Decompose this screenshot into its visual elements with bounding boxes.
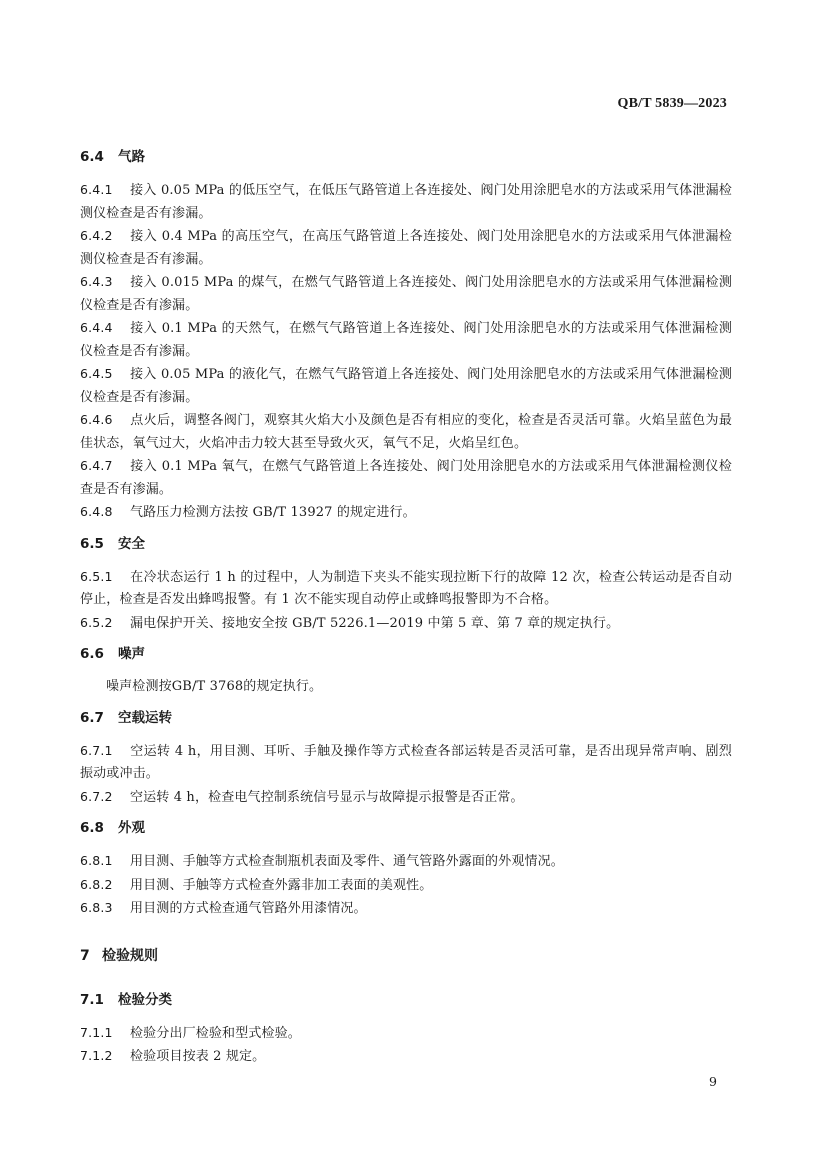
clause-number: 6.7.2 xyxy=(80,788,113,804)
section-number: 6.6 xyxy=(80,646,104,662)
clause-6-4-4 xyxy=(80,317,732,363)
clause-7-1-2 xyxy=(80,1045,732,1069)
clause-number: 6.4.7 xyxy=(80,458,113,473)
clause-6-4-5 xyxy=(80,363,732,409)
section-title: 安全 xyxy=(118,535,145,552)
section-heading xyxy=(80,819,732,837)
clause-number: 6.4.3 xyxy=(80,274,113,289)
clause-text: 用目测、手触等方式检查外露非加工表面的美观性。 xyxy=(130,877,433,893)
clause-text: 接入 0.1 MPa 的天然气，在燃气气路管道上各连接处、阀门处用涂肥皂水的方法或采用气体泄漏检测仪检查是否有渗漏。 xyxy=(80,321,732,359)
clause-6-5-1 xyxy=(80,566,732,612)
section-title: 空载运转 xyxy=(118,709,172,726)
clause-text: 在冷状态运行 1 h 的过程中，人为制造下夹头不能实现拉断下行的故障 12 次，检查公转运动是否自动停止，检查是否发出蜂鸣报警。有 1 次不能实现自动停止或蜂鸣报警即为不合格。 xyxy=(80,569,732,607)
section-heading xyxy=(80,991,732,1009)
clause-number: 6.4.2 xyxy=(80,228,113,243)
standard-code: QB/T 5839—2023 xyxy=(617,96,727,111)
section-6-4 xyxy=(80,148,732,525)
clause-text: 气路压力检测方法按 GB/T 13927 的规定进行。 xyxy=(130,505,416,520)
section-6-5 xyxy=(80,535,732,636)
clause-text: 点火后，调整各阀门，观察其火焰大小及颜色是否有相应的变化，检查是否灵活可靠。火焰呈蓝色为最佳状态，氧气过大，火焰冲击力较大甚至导致火灭，氧气不足，火焰呈红色。 xyxy=(80,413,732,451)
clause-text: 检验项目按表 2 规定。 xyxy=(130,1049,266,1064)
clause-6-7-2 xyxy=(80,786,732,810)
chapter-heading xyxy=(80,947,732,965)
clause-number: 6.8.2 xyxy=(80,876,113,892)
clause-6-4-1 xyxy=(80,179,732,225)
chapter-title: 检验规则 xyxy=(102,947,158,964)
document-body xyxy=(80,148,732,1079)
section-7-1 xyxy=(80,991,732,1069)
clause-number: 6.5.1 xyxy=(80,568,113,584)
section-heading xyxy=(80,645,732,663)
clause-number: 6.4.8 xyxy=(80,504,113,519)
section-number: 6.7 xyxy=(80,709,104,726)
clause-text: 接入 0.05 MPa 的液化气，在燃气气路管道上各连接处、阀门处用涂肥皂水的方法或采用气体泄漏检测仪检查是否有渗漏。 xyxy=(80,367,732,405)
section-heading xyxy=(80,148,732,166)
section-title: 外观 xyxy=(118,820,145,836)
section-number: 7.1 xyxy=(80,991,104,1008)
clause-text: 接入 0.4 MPa 的高压空气，在高压气路管道上各连接处、阀门处用涂肥皂水的方法或采用气体泄漏检测仪检查是否有渗漏。 xyxy=(80,229,732,267)
section-heading xyxy=(80,535,732,553)
section-title: 噪声 xyxy=(118,646,145,662)
clause-text: 用目测、手触等方式检查制瓶机表面及零件、通气管路外露面的外观情况。 xyxy=(130,854,564,869)
clause-6-4-6 xyxy=(80,409,732,455)
section-title: 气路 xyxy=(118,149,145,165)
clause-7-1-1 xyxy=(80,1022,732,1046)
clause-text: 接入 0.015 MPa 的煤气，在燃气气路管道上各连接处、阀门处用涂肥皂水的方法或采用气体泄漏检测仪检查是否有渗漏。 xyxy=(80,275,732,313)
section-number: 6.8 xyxy=(80,820,104,836)
clause-number: 6.4.5 xyxy=(80,366,113,381)
page-number: 9 xyxy=(709,1074,717,1089)
section-6-6 xyxy=(80,645,732,699)
chapter-number: 7 xyxy=(80,947,90,964)
clause-number: 7.1.2 xyxy=(80,1048,113,1063)
clause-6-7-1 xyxy=(80,740,732,786)
clause-text: 漏电保护开关、接地安全按 GB/T 5226.1—2019 中第 5 章、第 7 章的规定执行。 xyxy=(130,615,620,631)
clause-text: 空运转 4 h，检查电气控制系统信号显示与故障提示报警是否正常。 xyxy=(130,789,524,805)
clause-text: 用目测的方式检查通气管路外用漆情况。 xyxy=(130,901,367,916)
clause-text: 空运转 4 h，用目测、耳听、手触及操作等方式检查各部运转是否灵活可靠，是否出现异常声响、剧烈振动或冲击。 xyxy=(80,743,732,781)
clause-6-4-8 xyxy=(80,501,732,525)
section-heading xyxy=(80,709,732,727)
clause-6-4-2 xyxy=(80,225,732,271)
section-6-8 xyxy=(80,819,732,921)
clause-6-5-2 xyxy=(80,612,732,636)
section-6-7 xyxy=(80,709,732,810)
section-title: 检验分类 xyxy=(118,991,172,1008)
clause-text: 检验分出厂检验和型式检验。 xyxy=(130,1025,301,1041)
section-number: 6.5 xyxy=(80,535,104,552)
clause-number: 6.4.6 xyxy=(80,412,113,427)
clause-6-8-1 xyxy=(80,850,732,874)
clause-text: 接入 0.1 MPa 氧气，在燃气气路管道上各连接处、阀门处用涂肥皂水的方法或采用气体泄漏检测仪检查是否有渗漏。 xyxy=(80,459,732,497)
clause-6-4-3 xyxy=(80,271,732,317)
clause-number: 6.5.2 xyxy=(80,614,113,630)
clause-6-4-7 xyxy=(80,455,732,501)
clause-6-8-3 xyxy=(80,897,732,921)
section-number: 6.4 xyxy=(80,149,104,165)
section-paragraph: 噪声检测按GB/T 3768的规定执行。 xyxy=(106,679,323,694)
clause-number: 6.4.4 xyxy=(80,320,113,335)
clause-number: 6.7.1 xyxy=(80,742,113,758)
clause-number: 6.8.1 xyxy=(80,853,113,868)
clause-number: 6.8.3 xyxy=(80,900,113,915)
clause-number: 6.4.1 xyxy=(80,182,113,197)
clause-text: 接入 0.05 MPa 的低压空气，在低压气路管道上各连接处、阀门处用涂肥皂水的方法或采用气体泄漏检测仪检查是否有渗漏。 xyxy=(80,183,732,221)
clause-number: 7.1.1 xyxy=(80,1024,113,1040)
clause-6-8-2 xyxy=(80,874,732,898)
